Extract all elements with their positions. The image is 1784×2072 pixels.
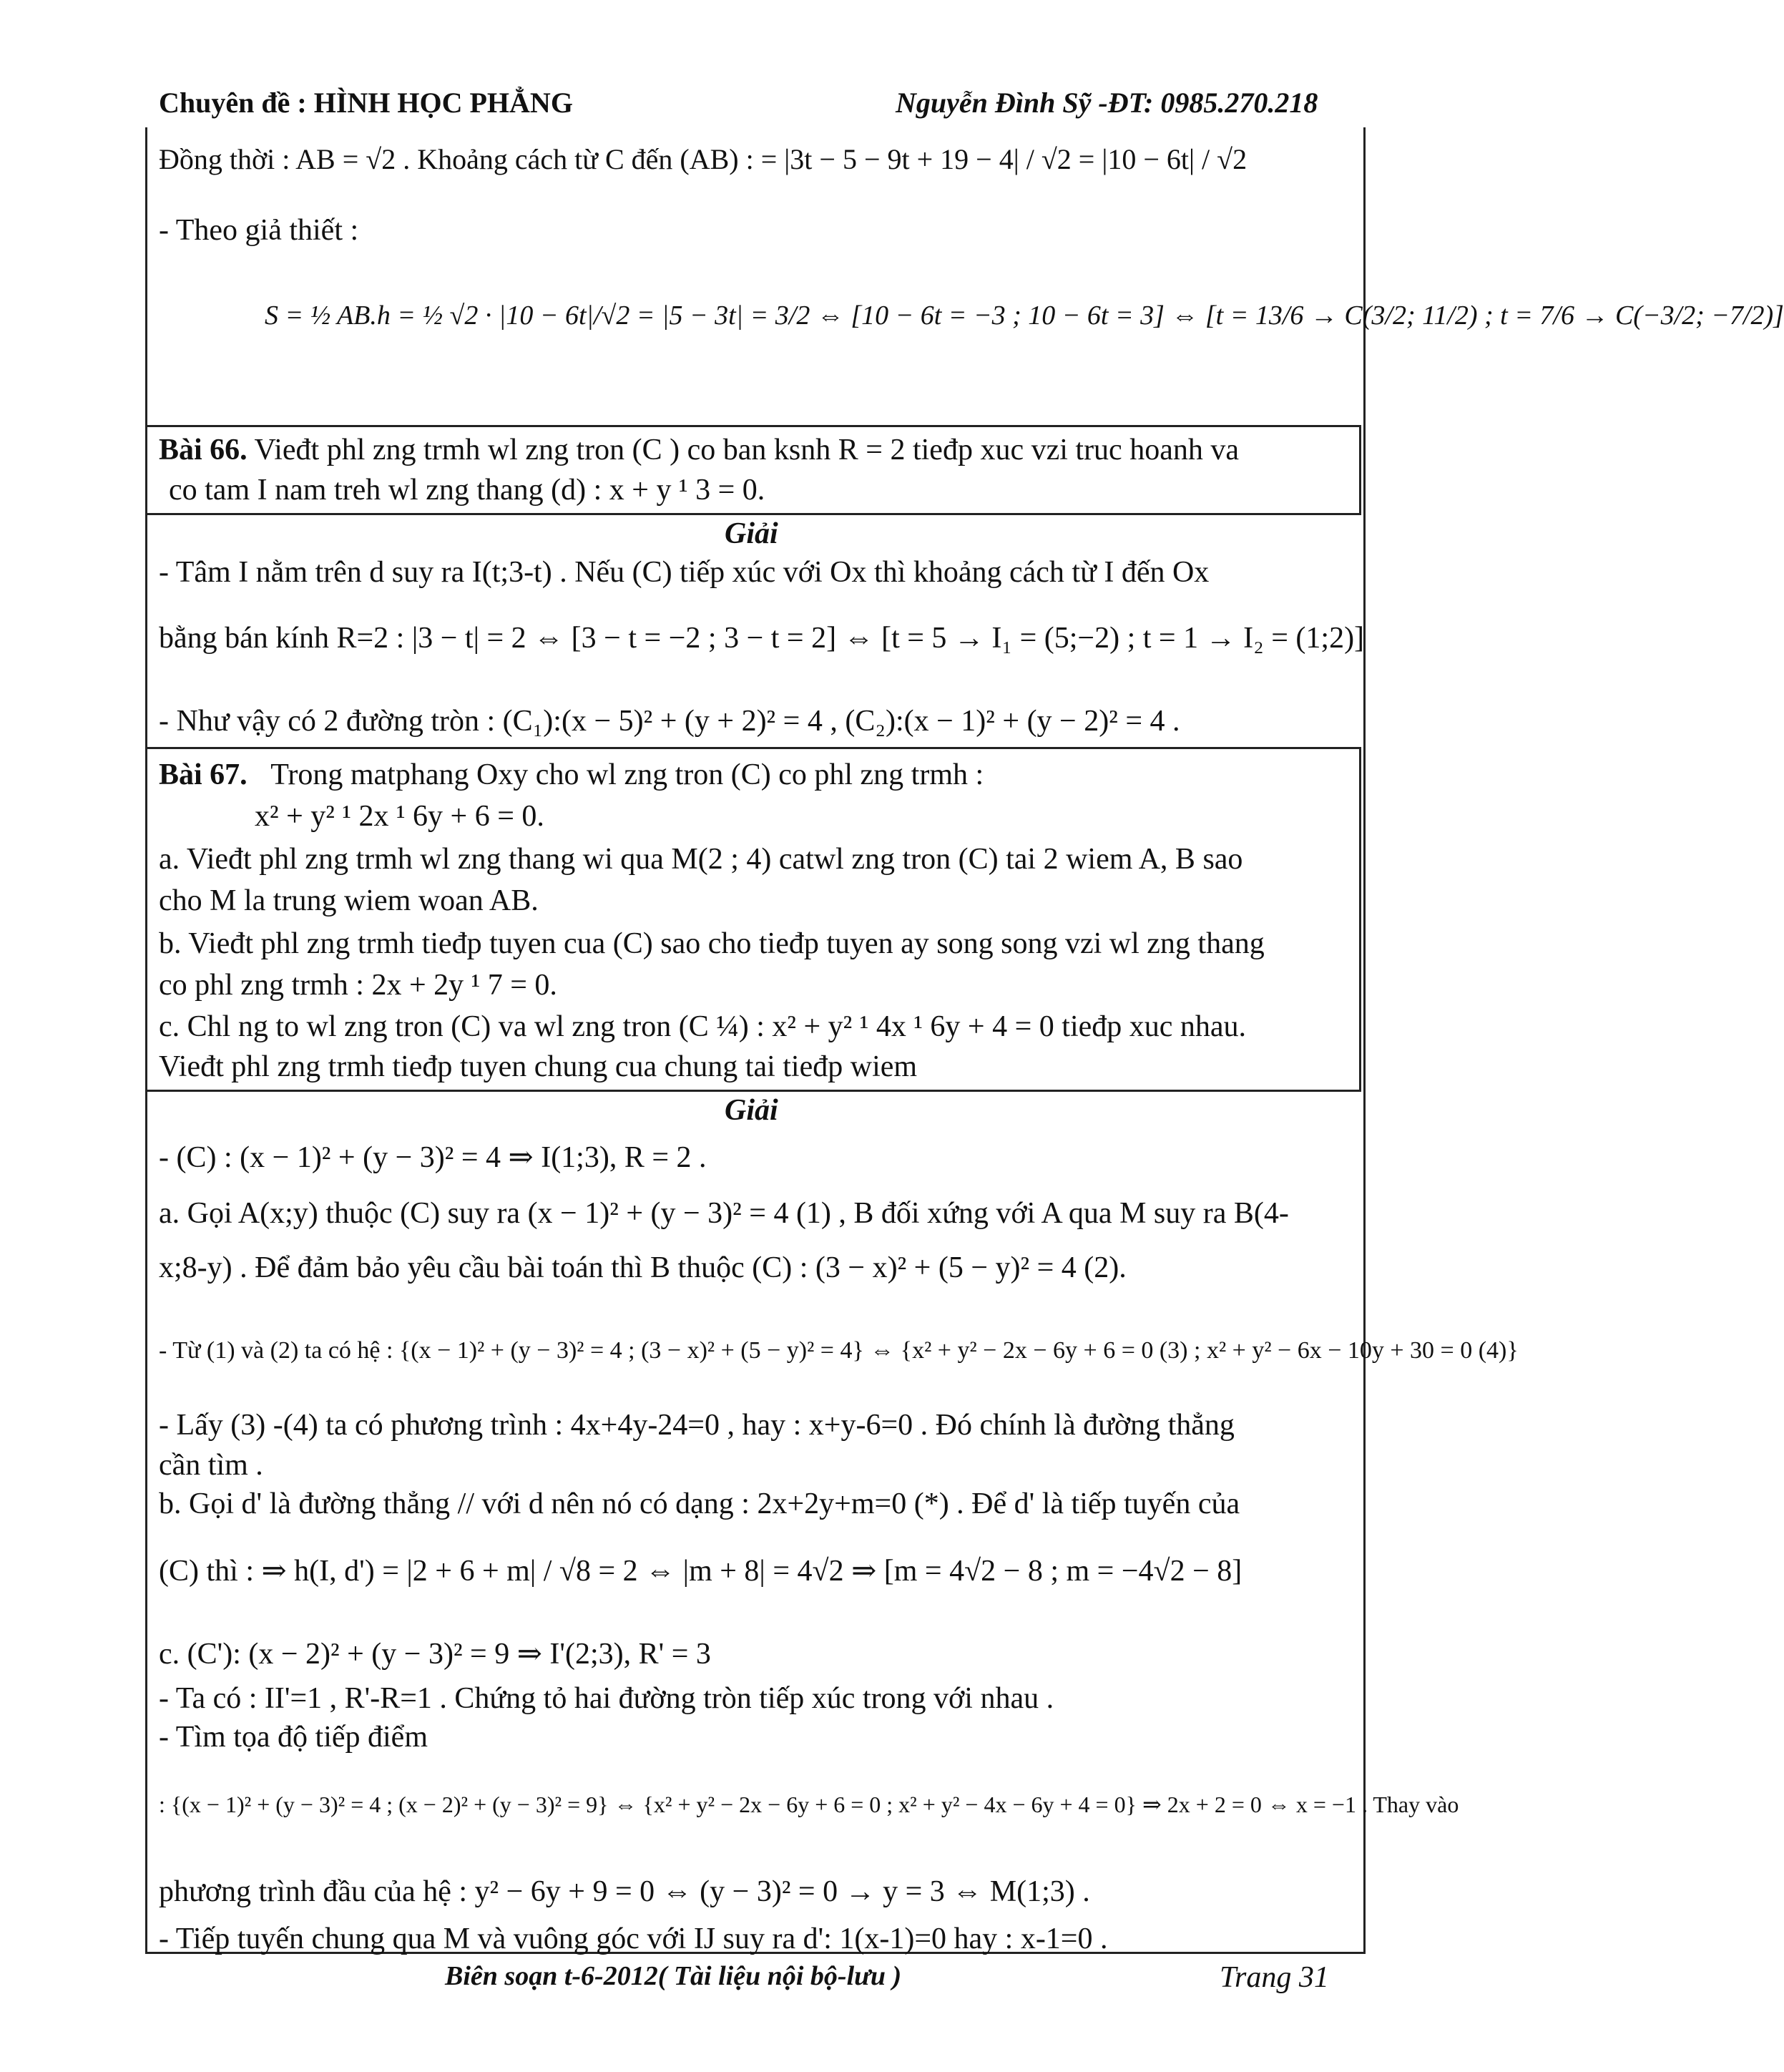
- continuation-formula: S = ½ AB.h = ½ √2 · |10 − 6t|/√2 = |5 − 3t| = 3/2 ⇔ [10 − 6t = −3 ; 10 − 6t = 3] ⇔ [t = 13/6 → C(3/2; 11/2) ; t = 7/6 → C(−3/2; −7/2)]: [265, 300, 1784, 331]
- problem-66-title: Bài 66.: [159, 434, 247, 466]
- solution-67-c-6: - Tiếp tuyến chung qua M và vuông góc với IJ suy ra d': 1(x-1)=0 hay : x-1=0 .: [159, 1922, 1108, 1955]
- solution-67-c-system: : {(x − 1)² + (y − 3)² = 4 ; (x − 2)² + (y − 3)² = 9} ⇔ {x² + y² − 2x − 6y + 6 = 0 ; x² + y² − 4x − 6y + 4 = 0} ⇒ 2x + 2 = 0 ⇔ x = −1 . Thay vào: [159, 1792, 1459, 1817]
- problem-67-text-1: [159, 758, 984, 792]
- solution-67-a-4: - Lấy (3) -(4) ta có phương trình : 4x+4y-24=0 , hay : x+y-6=0 . Đó chính là đường thẳng: [159, 1409, 1235, 1442]
- problem-67-part-b-1: b. Vieđt phl zng trmh tieđp tuyen cua (C) sao cho tieđp tuyen ay song song vzi wl zng thang: [159, 927, 1265, 960]
- problem-67-part-a-1: a. Vieđt phl zng trmh wl zng thang wi qua M(2 ; 4) catwl zng tron (C) tai 2 wiem A, B sao: [159, 843, 1243, 876]
- problem-67-equation: x² + y² ¹ 2x ¹ 6y + 6 = 0.: [255, 800, 544, 833]
- solution-67-a-1: a. Gọi A(x;y) thuộc (C) suy ra (x − 1)² + (y − 3)² = 4 (1) , B đối xứng với A qua M suy ra B(4-: [159, 1197, 1289, 1230]
- footer-page-number: Trang 31: [1220, 1961, 1329, 1994]
- solution-66-line-3: - Như vậy có 2 đường tròn : (C₁):(x − 5)² + (y + 2)² = 4 , (C₂):(x − 1)² + (y − 2)² = 4 .: [159, 705, 1180, 738]
- problem-67-part-c-2: Vieđt phl zng trmh tieđp tuyen chung cua chung tai tieđp wiem: [159, 1050, 918, 1083]
- solution-66-line-1: - Tâm I nằm trên d suy ra I(t;3-t) . Nếu (C) tiếp xúc với Ox thì khoảng cách từ I đến Ox: [159, 556, 1210, 589]
- problem-66-box: [145, 425, 1361, 515]
- problem-67-title: Bài 67.: [159, 758, 247, 791]
- problem-67-intro: Trong matphang Oxy cho wl zng tron (C) co phl zng trmh :: [270, 758, 984, 791]
- solution-67-c-2: - Ta có : II'=1 , R'-R=1 . Chứng tỏ hai đường tròn tiếp xúc trong với nhau .: [159, 1682, 1054, 1715]
- problem-67-part-a-2: cho M la trung wiem woan AB.: [159, 884, 539, 917]
- footer-center: Biên soạn t-6-2012( Tài liệu nội bộ-lưu ): [445, 1961, 902, 1991]
- problem-66-text-1: [159, 433, 1239, 467]
- solution-67-b-1: b. Gọi d' là đường thẳng // với d nên nó có dạng : 2x+2y+m=0 (*) . Để d' là tiếp tuyến của: [159, 1487, 1240, 1520]
- solution-67-c-5: phương trình đầu của hệ : y² − 6y + 9 = 0 ⇔ (y − 3)² = 0 → y = 3 ⇔ M(1;3) .: [159, 1875, 1090, 1908]
- solution-67-a-system: - Từ (1) và (2) ta có hệ : {(x − 1)² + (y − 3)² = 4 ; (3 − x)² + (5 − y)² = 4} ⇔ {x² + y² − 2x − 6y + 6 = 0 (3) ; x² + y² − 6x − 10y + 30 = 0 (4)}: [159, 1337, 1519, 1364]
- solution-67-c-1: c. (C'): (x − 2)² + (y − 3)² = 9 ⇒ I'(2;3), R' = 3: [159, 1638, 711, 1671]
- solution-67-circle: - (C) : (x − 1)² + (y − 3)² = 4 ⇒ I(1;3), R = 2 .: [159, 1141, 707, 1174]
- continuation-line-1: Đồng thời : AB = √2 . Khoảng cách từ C đến (AB) : = |3t − 5 − 9t + 19 − 4| / √2 = |10 − 6t| / √2: [159, 143, 1248, 175]
- header-author: Nguyễn Đình Sỹ -ĐT: 0985.270.218: [896, 87, 1318, 119]
- problem-66-statement: Vieđt phl zng trmh wl zng tron (C ) co ban ksnh R = 2 tieđp xuc vzi truc hoanh va: [254, 434, 1239, 466]
- solution-67-c-3: - Tìm tọa độ tiếp điểm: [159, 1721, 428, 1754]
- problem-67-part-b-2: co phl zng trmh : 2x + 2y ¹ 7 = 0.: [159, 969, 557, 1002]
- solution-heading: Giải: [725, 517, 778, 550]
- solution-67-b-2: (C) thì : ⇒ h(I, d') = |2 + 6 + m| / √8 = 2 ⇔ |m + 8| = 4√2 ⇒ [m = 4√2 − 8 ; m = −4√2 − 8]: [159, 1555, 1243, 1588]
- solution-67-a-5: cần tìm .: [159, 1449, 263, 1482]
- problem-67-part-c-1: c. Chl ng to wl zng tron (C) va wl zng tron (C ¼) : x² + y² ¹ 4x ¹ 6y + 4 = 0 tieđp xuc nhau.: [159, 1010, 1247, 1043]
- problem-67-box: [145, 747, 1361, 1092]
- header-topic: Chuyên đề : HÌNH HỌC PHẲNG: [159, 87, 573, 119]
- continuation-line-2: - Theo giả thiết :: [159, 214, 359, 247]
- problem-66-text-2: co tam I nam treh wl zng thang (d) : x + y ¹ 3 = 0.: [169, 474, 765, 507]
- solution-66-line-2: bằng bán kính R=2 : |3 − t| = 2 ⇔ [3 − t = −2 ; 3 − t = 2] ⇔ [t = 5 → I₁ = (5;−2) ; t = 1 → I₂ = (1;2)]: [159, 622, 1365, 655]
- solution-heading-2: Giải: [725, 1094, 778, 1127]
- solution-67-a-2: x;8-y) . Để đảm bảo yêu cầu bài toán thì B thuộc (C) : (3 − x)² + (5 − y)² = 4 (2).: [159, 1251, 1127, 1284]
